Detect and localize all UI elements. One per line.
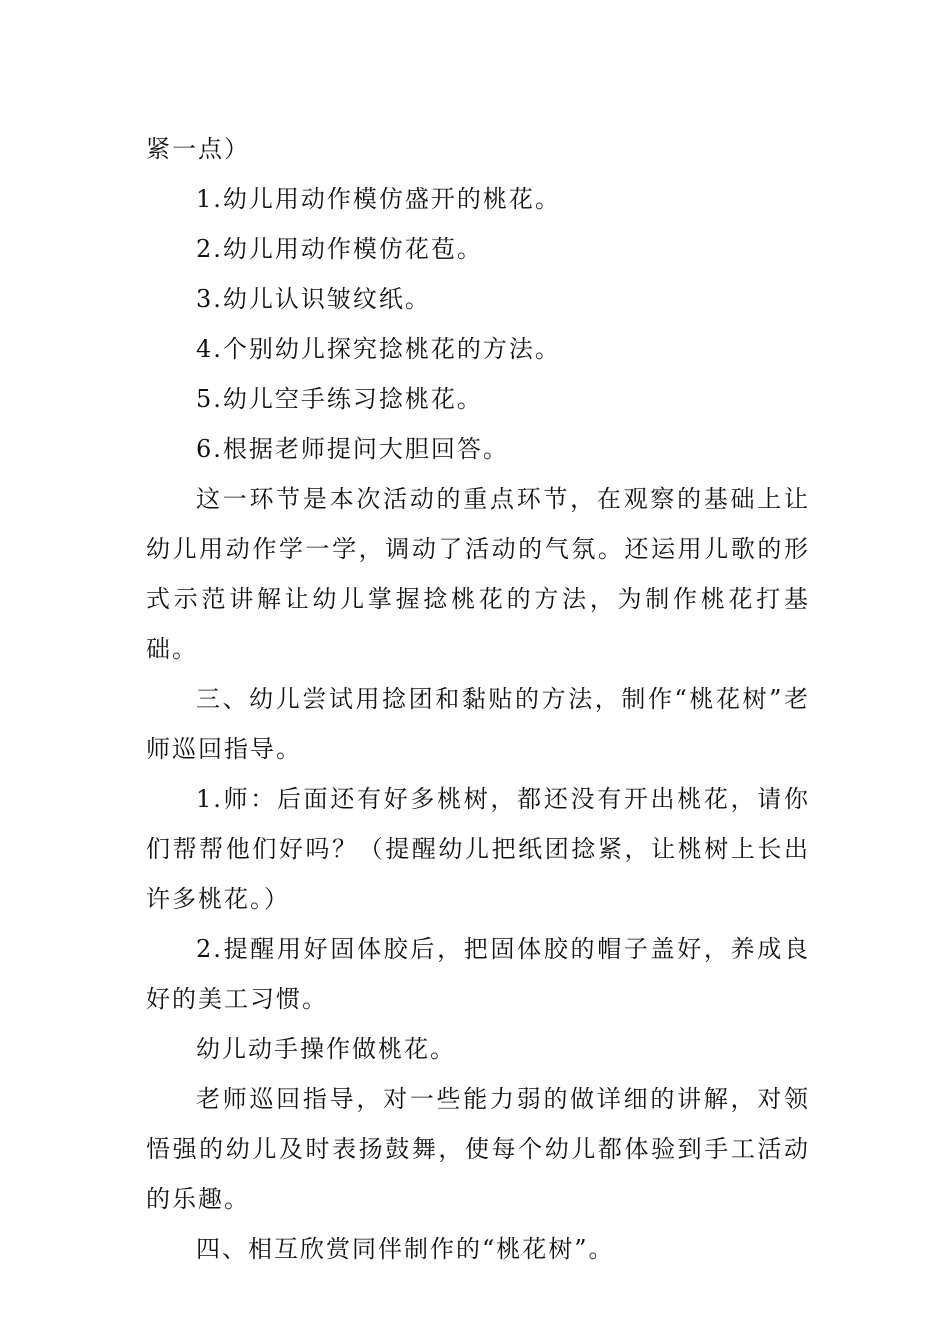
document-page [146,124,810,1274]
list-item-4: 4.个别幼儿探究捻桃花的方法。 [196,335,561,363]
paragraph-continuation: 紧一点） [146,135,250,163]
list-item-5: 5.幼儿空手练习捻桃花。 [196,385,483,413]
list-item-1: 1.幼儿用动作模仿盛开的桃花。 [196,185,561,213]
section-3-item-2: 2.提醒用好固体胶后，把固体胶的帽子盖好，养成良好的美工习惯。 [146,935,810,1013]
list-item-6: 6.根据老师提问大胆回答。 [196,435,509,463]
list-item-3: 3.幼儿认识皱纹纸。 [196,285,431,313]
section-heading-3: 三、幼儿尝试用捻团和黏贴的方法，制作“桃花树”老师巡回指导。 [146,685,810,763]
list-item-2: 2.幼儿用动作模仿花苞。 [196,235,483,263]
paragraph-summary: 这一环节是本次活动的重点环节，在观察的基础上让幼儿用动作学一学，调动了活动的气氛。还运用儿歌的形式示范讲解让幼儿掌握捻桃花的方法，为制作桃花打基础。 [146,485,810,663]
paragraph-activity: 幼儿动手操作做桃花。 [196,1035,456,1063]
paragraph-guidance: 老师巡回指导，对一些能力弱的做详细的讲解，对领悟强的幼儿及时表扬鼓舞，使每个幼儿都体验到手工活动的乐趣。 [146,1085,810,1213]
section-heading-4: 四、相互欣赏同伴制作的“桃花树”。 [196,1235,615,1263]
section-3-item-1: 1.师：后面还有好多桃树，都还没有开出桃花，请你们帮帮他们好吗？（提醒幼儿把纸团捻紧，让桃树上长出许多桃花。） [146,785,810,913]
